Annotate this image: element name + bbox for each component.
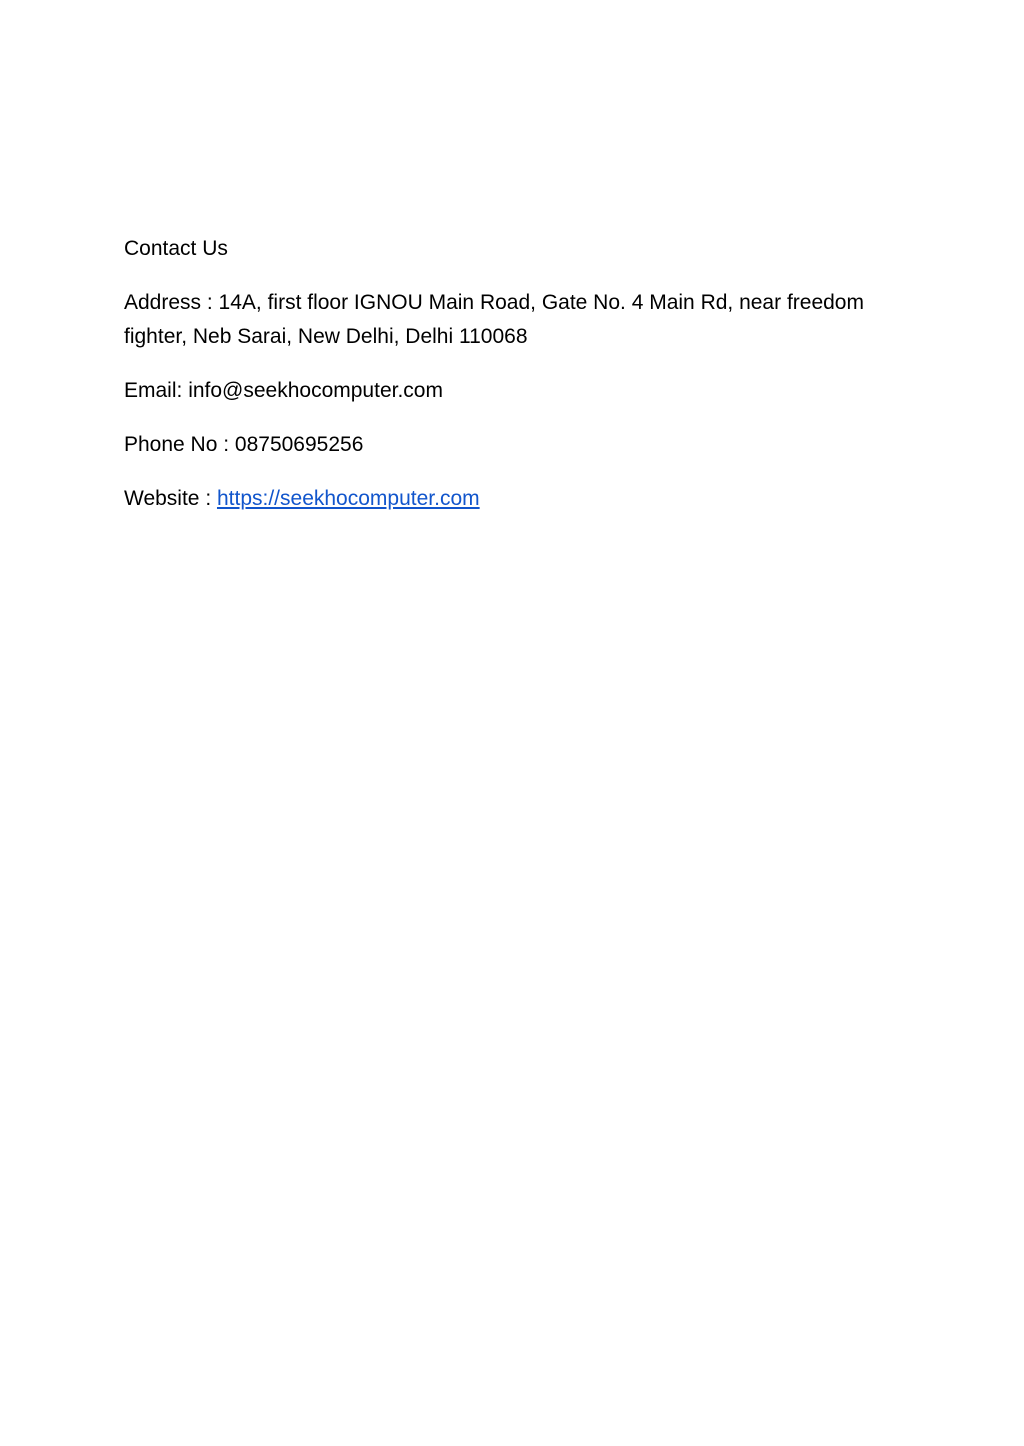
contact-heading: Contact Us	[124, 237, 228, 260]
website-label: Website :	[124, 487, 217, 510]
email-label: Email:	[124, 379, 189, 402]
email-line	[124, 374, 904, 408]
website-link[interactable]: https://seekhocomputer.com	[216, 487, 480, 510]
address-line	[124, 286, 904, 354]
email-value: info@seekhocomputer.com	[188, 379, 443, 402]
phone-value: 08750695256	[234, 433, 364, 456]
contact-section	[124, 232, 904, 536]
address-label: Address :	[124, 291, 219, 314]
address-value: 14A, first floor IGNOU Main Road, Gate No. 4 Main Rd, near freedom fighter, Neb Sarai, New Delhi, Delhi 110068	[124, 291, 864, 348]
website-line	[124, 482, 904, 516]
phone-line	[124, 428, 904, 462]
phone-label: Phone No :	[124, 433, 235, 456]
